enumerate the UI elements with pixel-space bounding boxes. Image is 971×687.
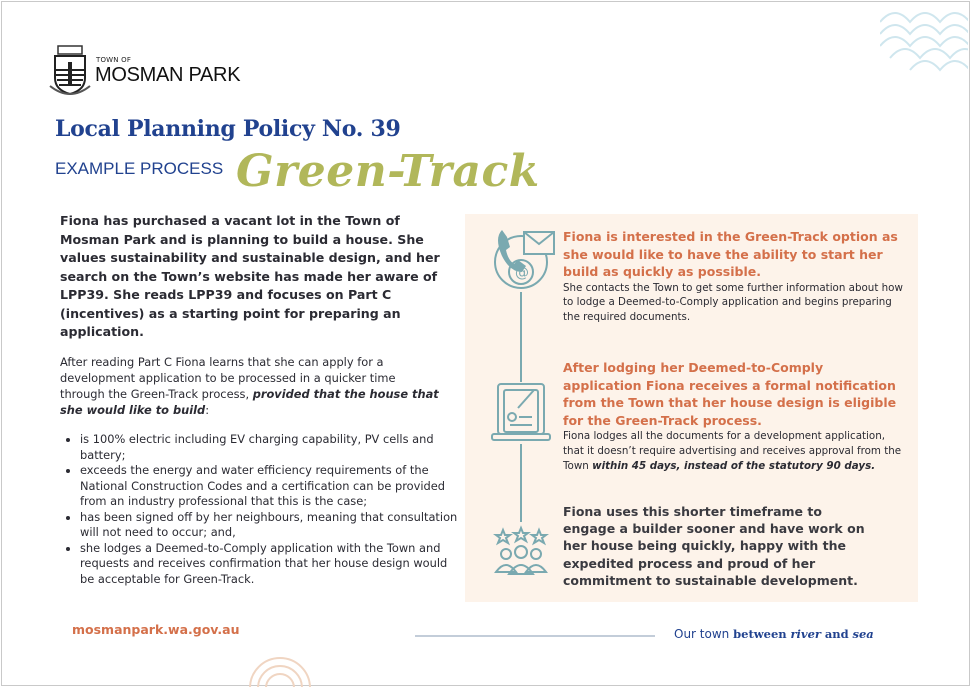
step-2 — [563, 359, 903, 473]
tagline — [674, 627, 874, 641]
stars-people-icon — [496, 528, 546, 574]
para-text: After reading Part C Fiona learns that she can apply for a development application to be processed in a quicker time through the Green-Track process, — [60, 355, 396, 401]
step-3-heading: Fiona uses this shorter timeframe to engage a builder sooner and have work on her house being quickly, happy with the expedited process and proud of her commitment to sustainable development. — [563, 504, 865, 588]
document-laptop-icon — [492, 384, 550, 440]
logo-town-of: TOWN OF — [96, 56, 132, 64]
step-2-heading: After lodging her Deemed-to-Comply application Fiona receives a formal notification from the Town that her house design is eligible for the Green-Track process. — [563, 360, 897, 428]
town-crest-logo — [48, 44, 92, 100]
requirements-list — [60, 432, 460, 587]
page-title: Local Planning Policy No. 39 — [55, 116, 401, 142]
list-item: • is 100% electric including EV charging capability, PV cells and battery; — [80, 432, 460, 463]
tagline-part: sea — [852, 627, 874, 641]
step-1-heading: Fiona is interested in the Green-Track option as she would like to have the ability to start her build as quickly as possible. — [563, 229, 898, 279]
page-subtitle: EXAMPLE PROCESS — [55, 159, 224, 178]
intro-paragraph: Fiona has purchased a vacant lot in the Town of Mosman Park and is planning to build a house. She values sustainability and sustainable design, and her search on the Town’s website has made her aware of LPP39. She reads LPP39 and focuses on Part C (incentives) as a starting point for preparing an application. — [60, 213, 440, 339]
tagline-part: Our town — [674, 627, 730, 641]
footer-divider — [415, 635, 655, 637]
list-item: • she lodges a Deemed-to-Comply application with the Town and requests and receives confirmation that her house design would be acceptable for Green-Track. — [80, 541, 460, 588]
green-track-heading: Green-Track — [236, 146, 540, 197]
part-c-paragraph — [60, 354, 440, 418]
list-item: • has been signed off by her neighbours, meaning that consultation will not need to occur; and, — [80, 510, 460, 541]
para-end: : — [205, 403, 210, 417]
decorative-seal-icon — [245, 650, 315, 687]
tagline-part: river — [790, 627, 821, 641]
step-1-body: She contacts the Town to get some further information about how to lodge a Deemed-to-Comply application and begins preparing the required documents. — [563, 281, 903, 324]
step-3 — [563, 503, 873, 589]
step-2-body-emphasis: within 45 days, instead of the statutory 90 days. — [592, 459, 876, 472]
tagline-part: and — [824, 627, 849, 641]
timeline-graphic — [490, 222, 560, 582]
wave-pattern-icon — [880, 2, 968, 72]
list-item: • exceeds the energy and water efficiency requirements of the National Construction Codes and a certification can be provided from an industry professional that this is the case; — [80, 463, 460, 510]
logo-town-name: MOSMAN PARK — [95, 64, 241, 86]
step-2-body — [563, 429, 903, 473]
svg-text:@: @ — [515, 265, 529, 281]
tagline-part: between — [733, 627, 787, 641]
website-link[interactable]: mosmanpark.wa.gov.au — [72, 622, 240, 637]
para-emphasis: provided that the house that she would like to build — [60, 387, 439, 417]
step-1 — [563, 228, 903, 325]
step-2-body-text: Fiona lodges all the documents for a development application, that it doesn’t require advertising and receives approval from the Town — [563, 430, 902, 472]
